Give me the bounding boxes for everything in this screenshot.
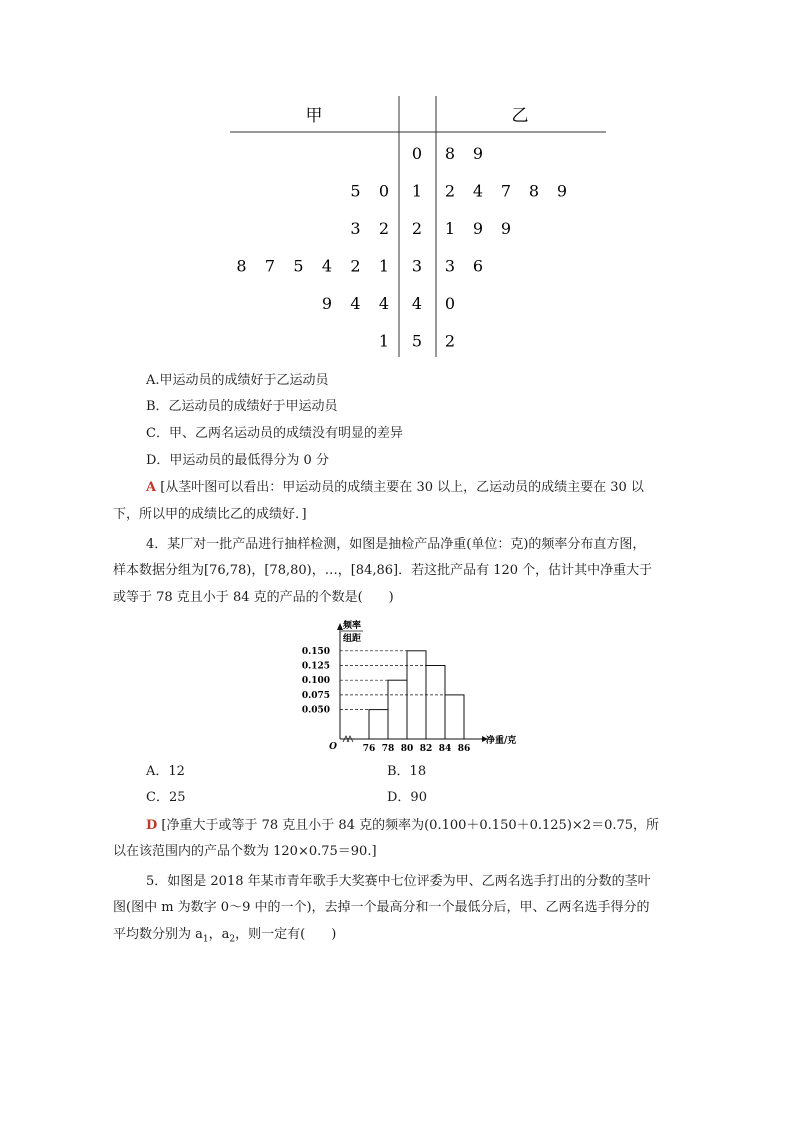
q5-line3-b: ，a	[208, 927, 230, 942]
y-tick-label: 0.150	[301, 646, 330, 657]
right-leaf: 8	[528, 181, 540, 201]
left-leaf: 5	[293, 256, 304, 276]
q4-answer-text1: [净重大于或等于 78 克且小于 84 克的频率为(0.100＋0.150＋0.125)×2＝0.75，所	[161, 818, 660, 833]
q3-option-c: C．甲、乙两名运动员的成绩没有明显的差异	[146, 426, 403, 441]
histogram-bar	[388, 680, 407, 739]
stem-digit: 3	[411, 256, 423, 276]
q4-option-b: B．18	[387, 764, 427, 779]
q3-option-b: B．乙运动员的成绩好于甲运动员	[146, 399, 338, 414]
left-leaf: 1	[378, 331, 390, 351]
q4-stem-line3: 或等于 78 克且小于 84 克的产品的个数是( )	[113, 590, 394, 605]
right-leaf: 3	[444, 256, 456, 276]
stem-digit: 1	[411, 181, 423, 201]
q3-option-a: A.甲运动员的成绩好于乙运动员	[146, 373, 329, 388]
histogram-bar	[369, 710, 388, 739]
q3-answer-line2: 下，所以甲的成绩比乙的成绩好．]	[113, 507, 307, 522]
left-leaf: 7	[264, 256, 276, 276]
y-label-top: 频率	[342, 621, 362, 631]
y-label-bottom: 组距	[342, 634, 362, 644]
right-leaf: 8	[444, 144, 456, 163]
left-leaf: 0	[378, 181, 390, 201]
stem-digit: 5	[411, 331, 423, 351]
right-leaf: 9	[556, 181, 568, 201]
q3-answer-text1: [从茎叶图可以看出：甲运动员的成绩主要在 30 以上，乙运动员的成绩主要在 30 以	[160, 480, 644, 495]
left-leaf: 2	[350, 256, 361, 276]
y-tick-label: 0.100	[301, 676, 330, 687]
right-leaf: 0	[444, 294, 456, 313]
q4-option-d: D．90	[387, 790, 427, 805]
q4-stem-line2: 样本数据分组为[76,78)，[78,80)，…，[84,86]．若这批产品有 120 个，估计其中净重大于	[113, 563, 653, 578]
q5-line3-c: ，则一定有( )	[235, 927, 337, 942]
q5-line3-a: 平均数分别为 a	[113, 927, 203, 942]
q4-answer-line1	[146, 816, 659, 836]
left-leaf: 5	[350, 181, 361, 201]
right-leaf: 2	[444, 331, 456, 351]
histogram-bar	[426, 666, 445, 740]
y-tick-label: 0.075	[301, 690, 330, 701]
left-header: 甲	[305, 106, 323, 126]
left-leaf: 2	[378, 219, 390, 238]
left-leaf: 8	[236, 256, 247, 276]
right-leaf: 4	[472, 181, 484, 201]
right-header: 乙	[511, 106, 529, 126]
stem-digit: 0	[411, 144, 423, 163]
stem-digit: 2	[411, 219, 423, 238]
q3-answer-letter: A	[146, 480, 157, 495]
x-tick-label: 84	[438, 744, 452, 754]
y-tick-label: 0.050	[301, 705, 330, 716]
x-tick-label: 86	[457, 744, 471, 754]
left-leaf: 4	[350, 294, 361, 313]
histogram-bar	[445, 695, 464, 739]
right-leaf: 2	[444, 181, 456, 201]
histogram-group	[302, 619, 516, 754]
q4-answer-letter: D	[146, 818, 158, 833]
right-leaf: 1	[444, 219, 456, 238]
q5-sub2: 2	[229, 934, 236, 945]
x-tick-label: 78	[381, 744, 395, 754]
q5-line1: 5．如图是 2018 年某市青年歌手大奖赛中七位评委为甲、乙两名选手打出的分数的茎叶	[146, 874, 651, 889]
left-leaf: 9	[321, 294, 333, 313]
q4-stem-line1: 4．某厂对一批产品进行抽样检测，如图是抽检产品净重(单位：克)的频率分布直方图，	[146, 537, 646, 552]
left-leaf: 1	[378, 256, 390, 276]
q5-sub1: 1	[202, 934, 209, 945]
right-leaf: 6	[472, 256, 484, 276]
q4-option-c: C．25	[146, 790, 186, 805]
q3-option-d: D．甲运动员的最低得分为 0 分	[146, 453, 329, 468]
x-axis-label: 净重/克	[486, 736, 517, 746]
x-tick-label: 80	[400, 744, 414, 754]
right-leaf: 9	[472, 219, 484, 238]
right-leaf: 9	[472, 144, 484, 163]
left-leaf: 4	[321, 256, 333, 276]
y-tick-label: 0.125	[301, 661, 330, 672]
right-leaf: 7	[500, 181, 512, 201]
q5-line2: 图(图中 m 为数字 0～9 中的一个)，去掉一个最高分和一个最低分后，甲、乙两名选手得分的	[113, 900, 650, 915]
origin-label: O	[329, 742, 337, 752]
x-tick-label: 76	[362, 744, 376, 754]
stem-digit: 4	[411, 294, 423, 313]
q4-answer-line2: 以在该范围内的产品个数为 120×0.75＝90.]	[113, 844, 377, 859]
left-leaf: 4	[378, 294, 390, 313]
left-leaf: 3	[350, 219, 361, 238]
x-tick-label: 82	[419, 744, 433, 754]
q5-line3	[113, 925, 336, 950]
q4-option-a: A．12	[146, 764, 185, 779]
right-leaf: 9	[500, 219, 512, 238]
